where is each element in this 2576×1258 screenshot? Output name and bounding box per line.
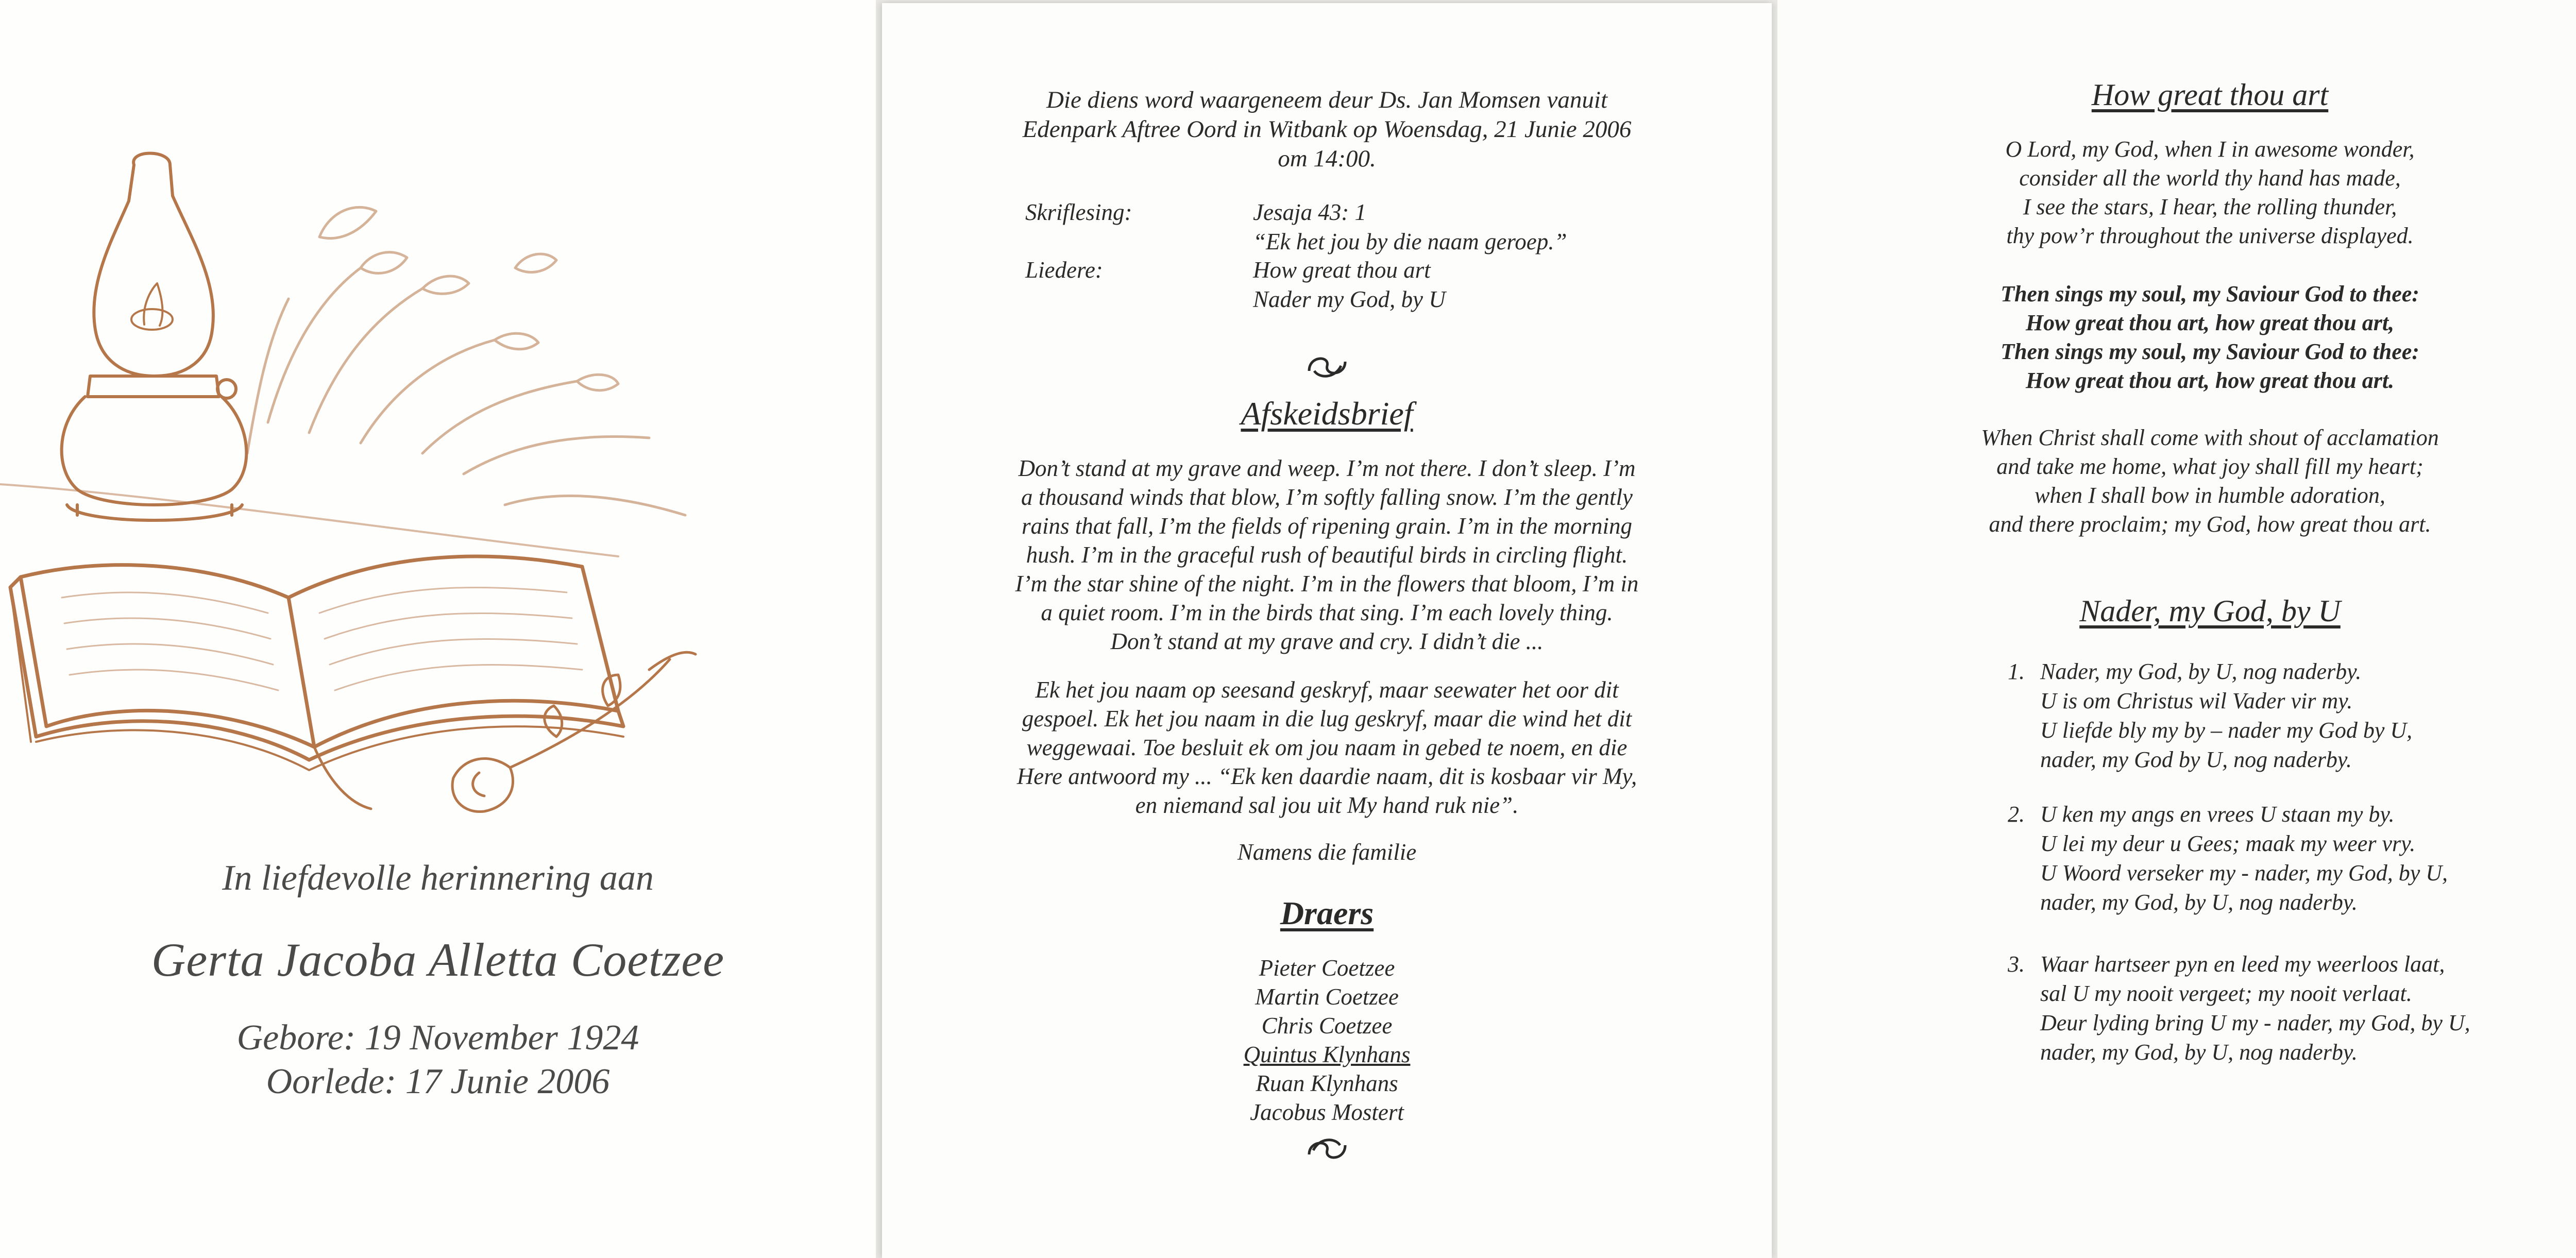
stanza-number: 3. [2008,951,2025,977]
ornament-bottom-icon [882,1134,1772,1175]
stanza-line: nader, my God by U, nog naderby. [2040,747,2352,772]
service-programme-panel [882,3,1772,1258]
bearers-list [882,954,1772,1127]
stanza-line: sal U my nooit vergeet; my nooit verlaat. [2040,981,2412,1006]
verse-line: O Lord, my God, when I in awesome wonder, [2005,137,2415,162]
song-item: Nader my God, by U [1253,286,1446,312]
hymn1-verse2 [1777,423,2576,539]
chorus-line: How great thou art, how great thou art, [2025,310,2395,335]
bearers-heading: Draers [1280,895,1374,931]
deceased-name: Gerta Jacoba Alletta Coetzee [151,933,725,986]
stanza-line: Waar hartseer pyn en leed my weerloos laat, [2040,951,2445,977]
intro-line: Die diens word waargeneem deur Ds. Jan Momsen vanuit [1046,87,1608,113]
verse-line: and there proclaim; my God, how great thou art. [1989,512,2431,537]
hymn1-title: How great thou art [2091,78,2329,112]
letter-line: weggewaai. Toe besluit ek om jou naam in gebed te noem, en die [1026,735,1628,760]
intro-line: om 14:00. [1278,145,1376,172]
letter-line: a quiet room. I’m in the birds that sing. I’m each lovely thing. [1041,600,1613,625]
verse-line: and take me home, what joy shall fill my heart; [1996,454,2424,479]
verse-line: consider all the world thy hand has made, [2019,165,2401,191]
farewell-letter-english [882,454,1772,656]
bearer-name: Martin Coetzee [1255,984,1399,1010]
letter-heading: Afskeidsbrief [1241,395,1413,432]
chorus-line: Then sings my soul, my Saviour God to thee: [2001,339,2419,364]
farewell-letter-afrikaans [882,675,1772,820]
chorus-line: Then sings my soul, my Saviour God to thee: [2001,281,2419,307]
letter-line: a thousand winds that blow, I’m softly falling snow. I’m the gently [1021,484,1633,510]
letter-line: Ek het jou naam op seesand geskryf, maar seewater het oor dit [1035,677,1619,703]
scripture-label: Skriflesing: [1025,199,1132,225]
letter-line: hush. I’m in the graceful rush of beautiful birds in circling flight. [1026,542,1628,568]
intro-line: Edenpark Aftree Oord in Witbank op Woensdag, 21 Junie 2006 [1022,116,1632,143]
stanza-line: U lei my deur u Gees; maak my weer vry. [2040,831,2416,856]
letter-line: Don’t stand at my grave and cry. I didn’t die ... [1110,628,1544,654]
bearer-name: Pieter Coetzee [1259,955,1395,981]
stanza-number: 2. [2008,802,2025,827]
letter-line: en niemand sal jou uit My hand ruk nie”. [1135,792,1519,818]
letter-line: gespoel. Ek het jou naam in die lug geskryf, maar die wind het dit [1022,706,1632,732]
front-cover-panel [0,0,876,1258]
family-signoff: Namens die familie [1237,839,1417,865]
scripture-reading [1253,198,1567,257]
scripture-line: “Ek het jou by die naam geroep.” [1253,229,1567,254]
verse-line: thy pow’r throughout the universe displayed. [2006,223,2414,248]
hymn1-verse1 [1777,135,2576,250]
hymn1-chorus [1777,280,2576,395]
stanza-line: nader, my God, by U, nog naderby. [2040,890,2358,915]
scripture-line: Jesaja 43: 1 [1253,199,1366,225]
birth-date: Gebore: 19 November 1924 [236,1018,639,1058]
ornament-top-icon [882,349,1772,390]
stanza-line: Deur lyding bring U my - nader, my God, by U, [2040,1010,2470,1035]
service-intro [882,86,1772,174]
chorus-line: How great thou art, how great thou art. [2025,368,2395,393]
letter-line: rains that fall, I’m the fields of ripening grain. I’m in the morning [1022,513,1632,539]
stanza-number: 1. [2008,659,2025,684]
bearer-name: Chris Coetzee [1261,1013,1393,1039]
letter-line: I’m the star shine of the night. I’m in the flowers that bloom, I’m in [1015,571,1639,597]
hymns-panel [1777,0,2576,1258]
verse-line: when I shall bow in humble adoration, [2035,483,2385,508]
in-memory-caption: In liefdevolle herinnering aan [222,858,654,898]
death-date: Oorlede: 17 Junie 2006 [266,1062,610,1101]
bearer-name: Jacobus Mostert [1250,1099,1404,1125]
oil-lamp-and-open-bible-sketch [0,134,747,845]
verse-line: I see the stars, I hear, the rolling thunder, [2023,194,2397,219]
stanza-line: Nader, my God, by U, nog naderby. [2040,659,2362,684]
stanza-line: U is om Christus wil Vader vir my. [2040,688,2353,713]
stanza-line: U ken my angs en vrees U staan my by. [2040,802,2395,827]
verse-line: When Christ shall come with shout of acclamation [1981,425,2439,450]
hymn2-title: Nader, my God, by U [2079,594,2341,628]
songs-label: Liedere: [1025,257,1103,283]
song-item: How great thou art [1253,257,1431,283]
bearer-name: Ruan Klynhans [1256,1070,1398,1096]
letter-line: Here antwoord my ... “Ek ken daardie naam, dit is kosbaar vir My, [1016,763,1637,789]
letter-line: Don’t stand at my grave and weep. I’m not there. I don’t sleep. I’m [1018,455,1636,481]
bearer-name: Quintus Klynhans [1243,1042,1411,1067]
stanza-line: nader, my God, by U, nog naderby. [2040,1040,2358,1065]
songs-list [1253,256,1446,314]
stanza-line: U liefde bly my by – nader my God by U, [2040,718,2413,743]
stanza-line: U Woord verseker my - nader, my God, by U, [2040,860,2448,886]
